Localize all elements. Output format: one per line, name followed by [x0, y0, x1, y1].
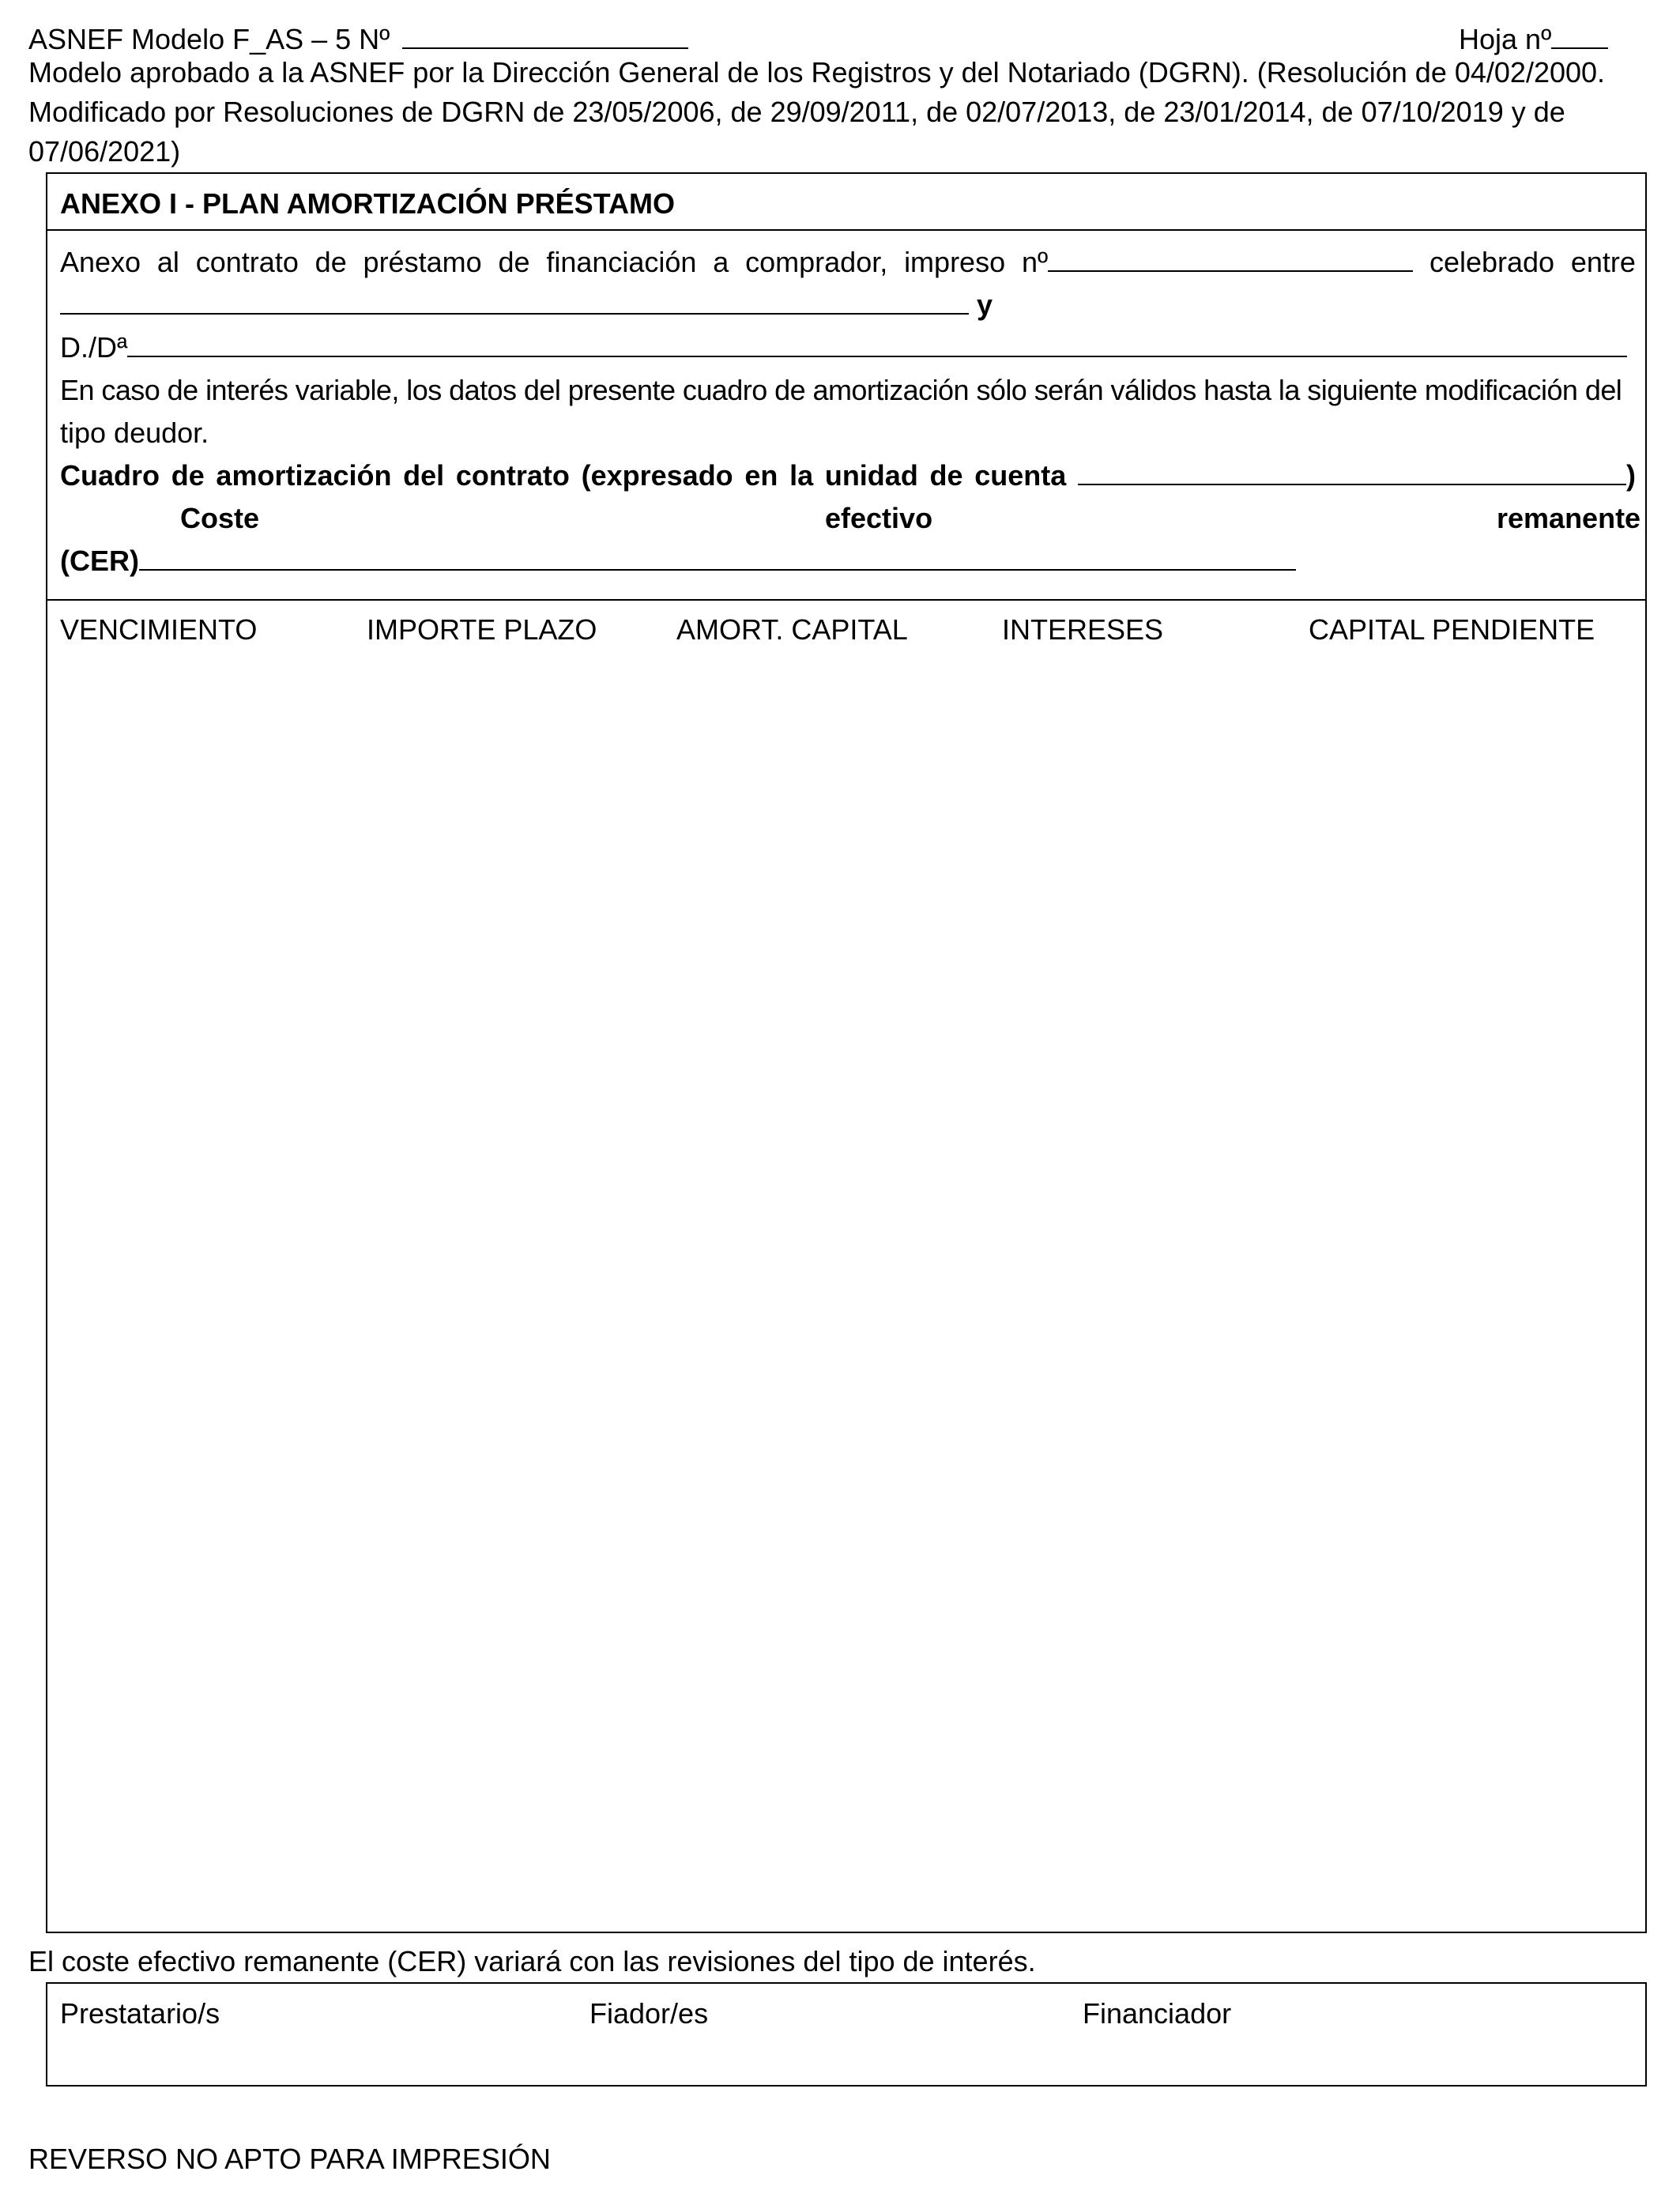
sheet-line	[1459, 22, 1608, 57]
approval-line-3: 07/06/2021)	[28, 135, 181, 168]
word: comprador,	[745, 246, 888, 278]
model-label: ASNEF Modelo F_AS – 5 Nº	[28, 23, 390, 55]
cer-value-field[interactable]	[139, 545, 1296, 571]
word: celebrado	[1429, 246, 1555, 278]
word: la	[789, 459, 814, 492]
word: al	[156, 246, 179, 278]
word: nº	[1021, 246, 1049, 278]
cer-word-remanente: remanente	[1497, 502, 1641, 534]
col-header-vencimiento: VENCIMIENTO	[60, 613, 258, 646]
amortization-table-body[interactable]	[47, 656, 1645, 1930]
word: préstamo	[363, 246, 482, 278]
word: cuenta	[974, 459, 1067, 492]
model-line	[28, 22, 688, 57]
cuadro-line	[60, 458, 1636, 493]
sheet-label: Hoja nº	[1459, 23, 1552, 55]
annex-title: ANEXO I - PLAN AMORTIZACIÓN PRÉSTAMO	[60, 187, 675, 220]
table-header-divider	[46, 599, 1647, 601]
word: amortización	[216, 459, 392, 492]
impreso-number-field[interactable]	[1048, 247, 1413, 272]
person-prefix: D./Dª	[60, 331, 128, 364]
signature-box	[46, 1982, 1647, 2087]
annex-contract-line	[60, 245, 1636, 280]
cer-word-efectivo: efectivo	[825, 502, 933, 534]
word: Anexo	[60, 246, 141, 278]
word: financiación	[546, 246, 697, 278]
cer-note: El coste efectivo remanente (CER) variará con las revisiones del tipo de interés.	[28, 1945, 1036, 1977]
party-name-field[interactable]	[60, 289, 969, 315]
col-header-capital-pendiente: CAPITAL PENDIENTE	[1309, 613, 1595, 646]
word: (expresado	[581, 459, 733, 492]
word: contrato	[455, 459, 570, 492]
word: a	[713, 246, 729, 278]
and-word: y	[977, 288, 993, 321]
col-header-intereses: INTERESES	[1002, 613, 1164, 646]
title-divider	[46, 229, 1647, 231]
word: de	[498, 246, 530, 278]
person-name-field[interactable]	[127, 332, 1627, 357]
signature-guarantor-label: Fiador/es	[590, 1997, 709, 2030]
currency-unit-field[interactable]	[1078, 460, 1626, 485]
impreso-number-group	[1022, 245, 1413, 280]
word: Cuadro	[60, 459, 160, 492]
variable-rate-line-2: tipo deudor.	[60, 417, 209, 449]
close-paren: )	[1625, 459, 1636, 492]
cer-word-coste: Coste	[180, 502, 260, 534]
variable-rate-line-1: En caso de interés variable, los datos del presente cuadro de amortización sólo serán válidos hasta la siguiente modificación del	[60, 374, 1622, 406]
word: unidad	[824, 459, 918, 492]
col-header-importe-plazo: IMPORTE PLAZO	[367, 613, 597, 646]
sheet-number-field[interactable]	[1551, 24, 1608, 49]
currency-unit-group	[1078, 458, 1636, 493]
word: entre	[1570, 246, 1636, 278]
word: contrato	[195, 246, 299, 278]
footer-notice: REVERSO NO APTO PARA IMPRESIÓN	[28, 2143, 551, 2175]
signature-borrower-label: Prestatario/s	[60, 1997, 220, 2030]
word: de	[929, 459, 963, 492]
annex-person-line	[60, 330, 1627, 365]
cer-prefix: (CER)	[60, 545, 139, 577]
approval-line-2: Modificado por Resoluciones de DGRN de 23/05/2006, de 29/09/2011, de 02/07/2013, de 23/01/2014, de 07/10/2019 y de	[28, 96, 1565, 128]
signature-financier-label: Financiador	[1083, 1997, 1232, 2030]
word: del	[403, 459, 445, 492]
word: impreso	[904, 246, 1006, 278]
cer-line	[60, 544, 1296, 579]
word: en	[744, 459, 778, 492]
col-header-amort-capital: AMORT. CAPITAL	[676, 613, 908, 646]
word: de	[315, 246, 347, 278]
approval-line-1: Modelo aprobado a la ASNEF por la Dirección General de los Registros y del Notariado (DGRN). (Resolución de 04/02/2000.	[28, 56, 1606, 89]
model-number-field[interactable]	[402, 24, 688, 49]
annex-parties-line	[60, 288, 993, 322]
word: de	[171, 459, 205, 492]
